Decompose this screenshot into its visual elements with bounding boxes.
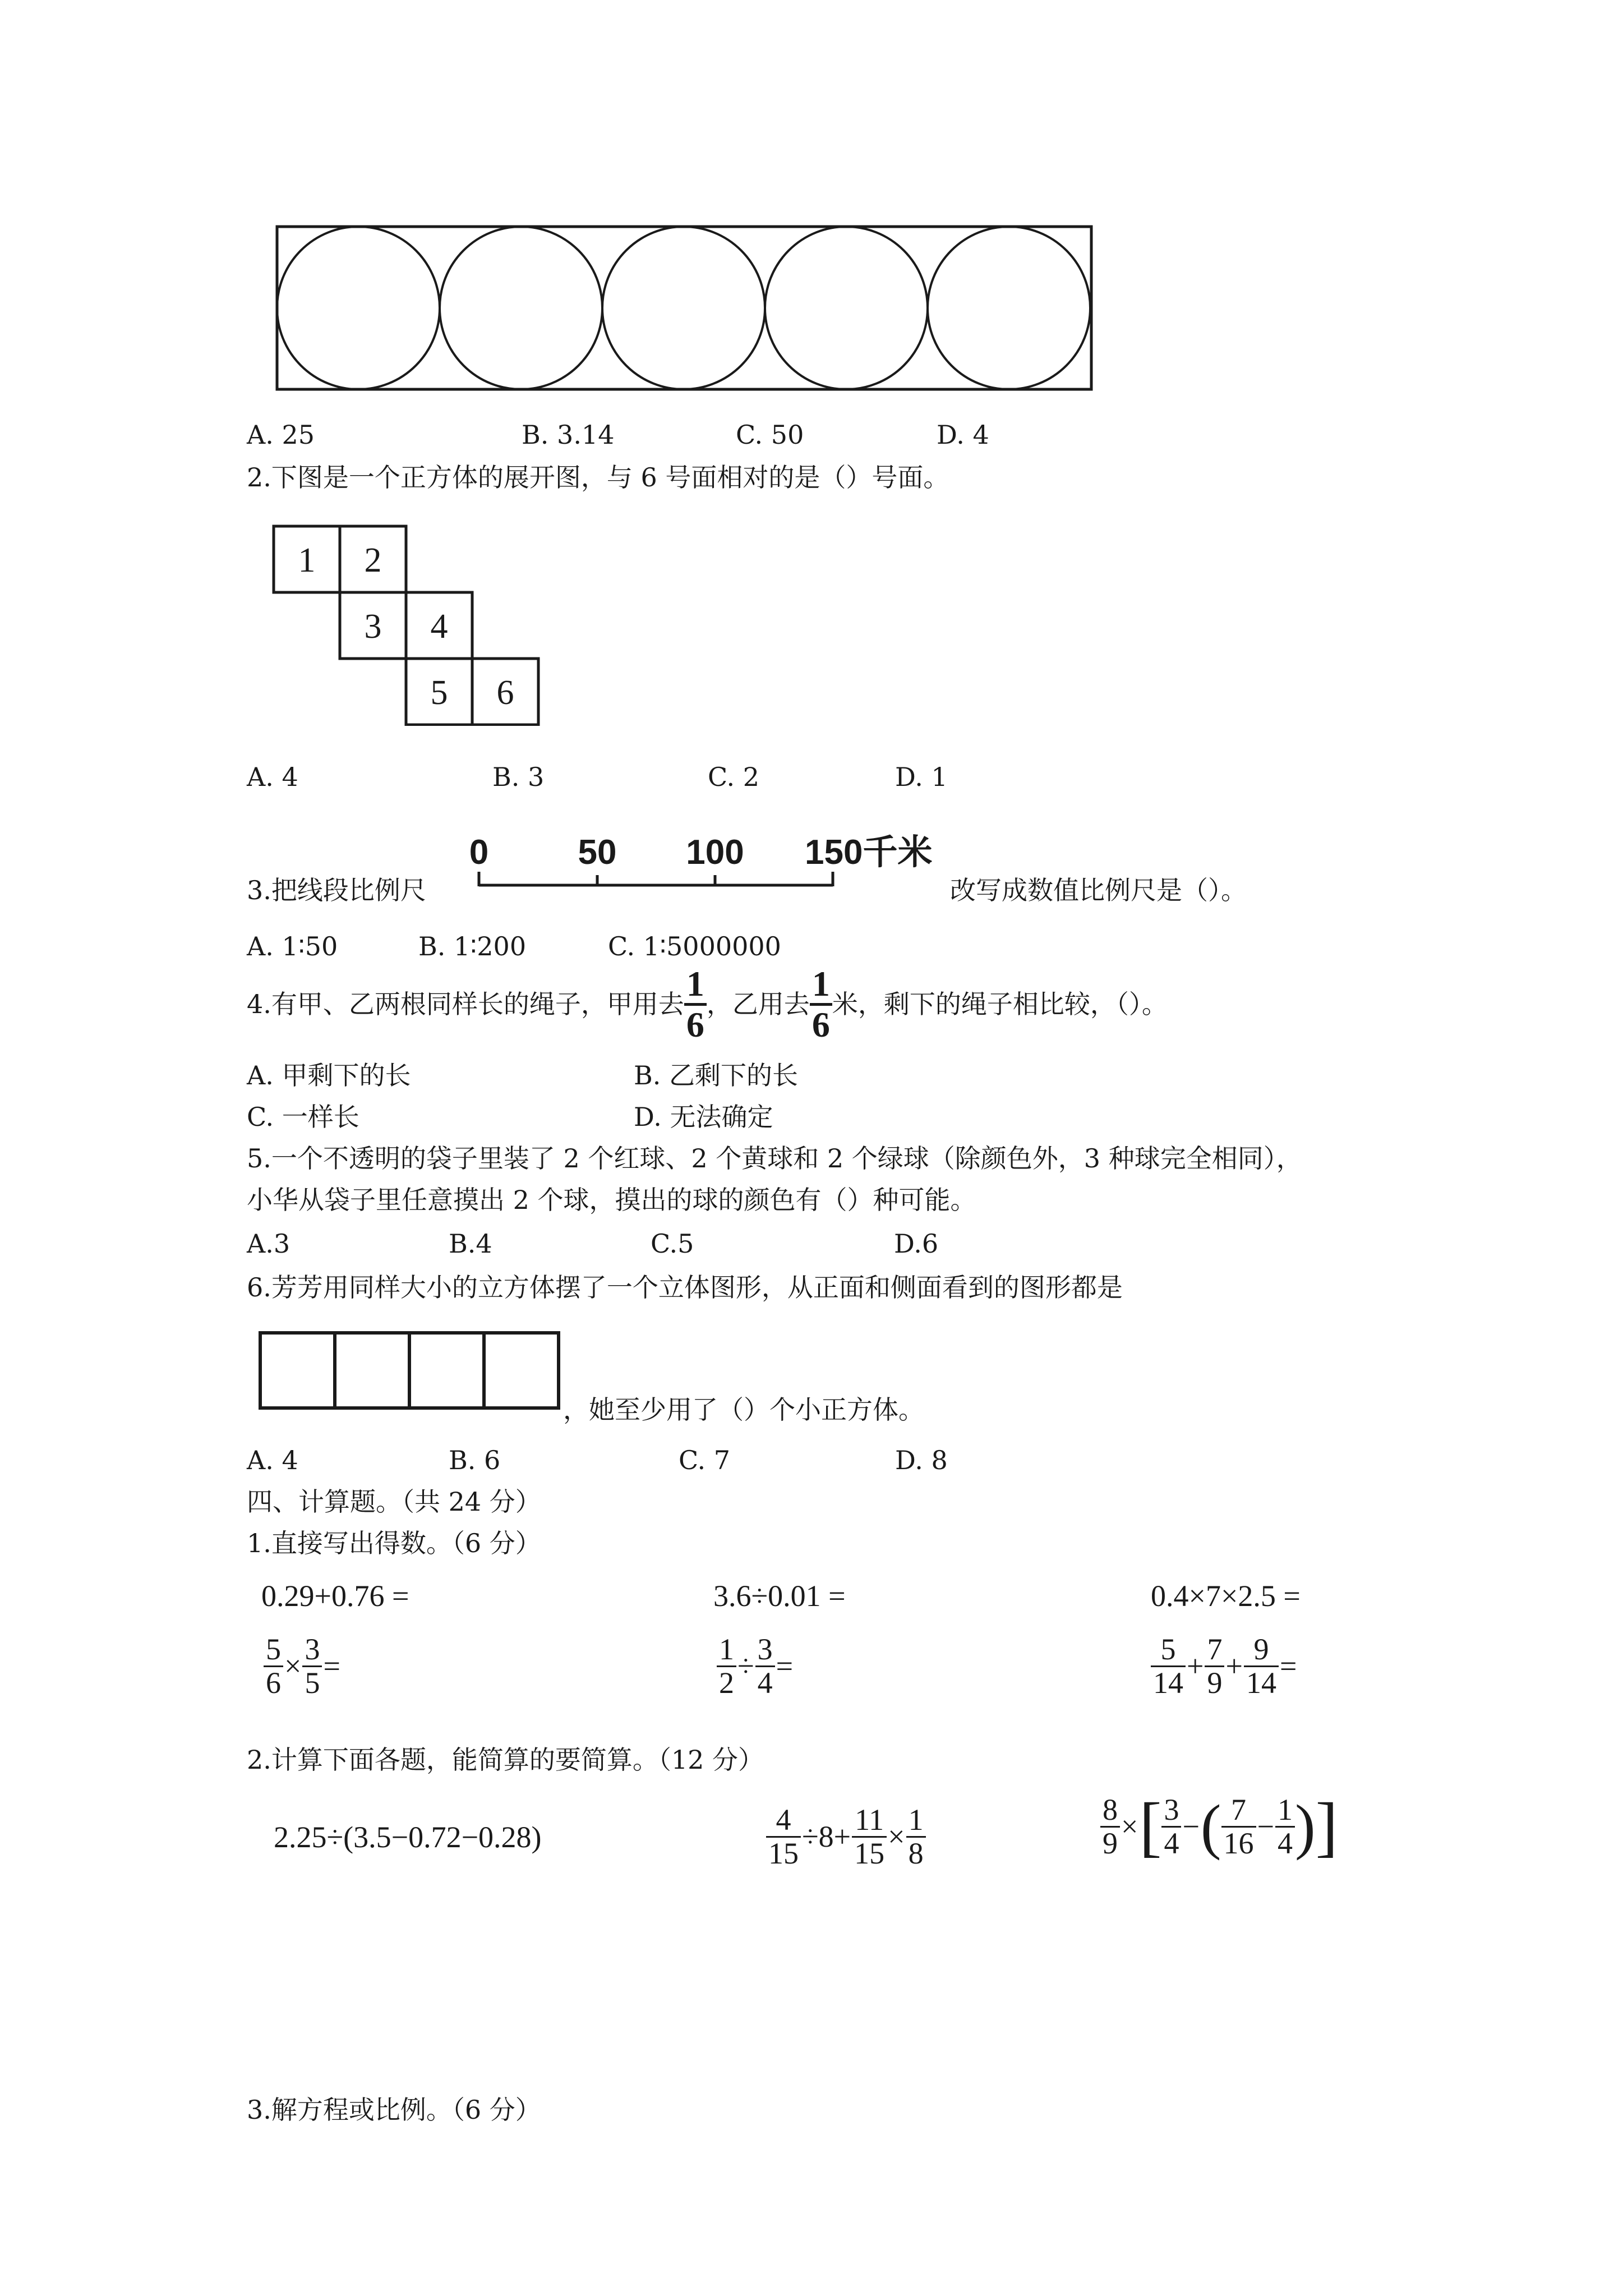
c32-b-num: 11	[855, 1803, 884, 1837]
c33-c-den: 16	[1221, 1826, 1256, 1860]
q4-fraction-1	[684, 965, 707, 1043]
c23-a-den: 14	[1151, 1665, 1186, 1699]
q4-option-a[interactable]: A. 甲剩下的长	[247, 1060, 411, 1091]
calc-1-3: 0.4×7×2.5 =	[1151, 1579, 1301, 1613]
q4-frac1-den: 6	[684, 1003, 707, 1043]
q3-option-a[interactable]: A. 1∶50	[247, 931, 338, 961]
calc-1-1: 0.29+0.76 =	[261, 1579, 409, 1613]
q4-text-a: 4.有甲、乙两根同样长的绳子，甲用去	[247, 989, 684, 1019]
c22-eq: =	[776, 1649, 794, 1683]
c23-c-num: 9	[1253, 1632, 1269, 1666]
c21-op: ×	[284, 1649, 302, 1683]
q4-frac2-den: 6	[810, 1003, 832, 1043]
c33-c-num: 7	[1231, 1792, 1247, 1826]
q4-fraction-2	[810, 965, 832, 1043]
part2-title: 2.计算下面各题，能简算的要简算。（12 分）	[247, 1745, 764, 1775]
q6-question-line1: 6.芳芳用同样大小的立方体摆了一个立体图形，从正面和侧面看到的图形都是	[247, 1272, 1123, 1303]
c23-op1: +	[1187, 1649, 1204, 1683]
q6-option-d[interactable]: D. 8	[895, 1445, 948, 1475]
q2-question: 2.下图是一个正方体的展开图，与 6 号面相对的是（）号面。	[247, 462, 949, 493]
q5-option-b[interactable]: B.4	[449, 1228, 492, 1259]
c23-eq: =	[1279, 1649, 1297, 1683]
net-face-2: 2	[364, 541, 382, 579]
q4-text-b: ，乙用去	[706, 989, 810, 1019]
c33-b-den: 4	[1161, 1826, 1181, 1860]
net-face-3: 3	[364, 608, 382, 646]
line-scale-figure	[460, 825, 965, 909]
q4-option-c[interactable]: C. 一样长	[247, 1102, 359, 1132]
q4-option-d[interactable]: D. 无法确定	[634, 1102, 773, 1132]
c23-a-num: 5	[1160, 1632, 1176, 1666]
c32-a-den: 15	[766, 1836, 801, 1870]
c33-d-num: 1	[1278, 1792, 1293, 1826]
c33-left-bracket: [	[1139, 1789, 1162, 1864]
c33-right-paren: )	[1295, 1792, 1316, 1861]
c33-op2: −	[1182, 1810, 1200, 1843]
section4-title: 四、计算题。（共 24 分）	[247, 1487, 541, 1517]
c32-a-num: 4	[776, 1803, 791, 1837]
calc-3-2	[766, 1804, 926, 1869]
five-circles-figure	[275, 224, 1094, 393]
four-squares-figure	[258, 1331, 561, 1410]
calc-3-1: 2.25÷(3.5−0.72−0.28)	[274, 1820, 542, 1854]
c21-eq: =	[323, 1649, 340, 1683]
c22-op: ÷	[737, 1649, 754, 1683]
part3-title: 3.解方程或比例。（6 分）	[247, 2095, 541, 2125]
q1-option-a[interactable]: A. 25	[247, 420, 315, 450]
q3-option-b[interactable]: B. 1∶200	[418, 931, 527, 961]
q3-question-end: 改写成数值比例尺是（）。	[950, 875, 1247, 905]
q4-frac2-num: 1	[811, 964, 830, 1004]
c33-right-bracket: ]	[1315, 1789, 1338, 1864]
q6-question-line2: ，她至少用了（）个小正方体。	[563, 1395, 924, 1425]
q1-option-d[interactable]: D. 4	[937, 420, 989, 450]
cube-net-figure	[271, 524, 541, 726]
q6-option-a[interactable]: A. 4	[247, 1445, 298, 1475]
c21-b-num: 3	[305, 1632, 320, 1666]
c33-b-num: 3	[1164, 1792, 1179, 1826]
c32-b-den: 15	[852, 1836, 887, 1870]
q6-option-b[interactable]: B. 6	[449, 1445, 501, 1475]
calc-1-2: 3.6÷0.01 =	[713, 1579, 846, 1613]
c32-op2: ×	[888, 1820, 905, 1854]
q3-question-start: 3.把线段比例尺	[247, 875, 426, 905]
part1-title: 1.直接写出得数。（6 分）	[247, 1528, 541, 1558]
c33-a-num: 8	[1103, 1792, 1118, 1826]
calc-2-2	[717, 1634, 794, 1699]
q2-option-d[interactable]: D. 1	[895, 762, 948, 792]
net-face-5: 5	[430, 674, 448, 712]
q5-question-line1: 5.一个不透明的袋子里装了 2 个红球、2 个黄球和 2 个绿球（除颜色外，3 种球完全相同），	[247, 1143, 1302, 1174]
q5-option-a[interactable]: A.3	[247, 1228, 291, 1259]
c32-c-den: 8	[906, 1836, 926, 1870]
q4-question	[247, 965, 1168, 1043]
scale-label-0: 0	[469, 833, 489, 872]
c33-left-paren: (	[1200, 1792, 1221, 1861]
q2-option-b[interactable]: B. 3	[492, 762, 545, 792]
c22-a-num: 1	[719, 1632, 734, 1666]
scale-label-150: 150千米	[805, 833, 933, 872]
c21-b-den: 5	[302, 1665, 322, 1699]
c22-a-den: 2	[717, 1665, 736, 1699]
c23-b-den: 9	[1205, 1665, 1224, 1699]
q5-option-c[interactable]: C.5	[651, 1228, 694, 1259]
calc-3-3	[1100, 1789, 1338, 1864]
c32-c-num: 1	[908, 1803, 924, 1837]
net-face-1: 1	[298, 541, 316, 579]
c33-op3: −	[1257, 1810, 1275, 1843]
q1-option-b[interactable]: B. 3.14	[522, 420, 615, 450]
c22-b-den: 4	[755, 1665, 775, 1699]
q2-option-c[interactable]: C. 2	[708, 762, 760, 792]
c23-op2: +	[1225, 1649, 1243, 1683]
q5-question-line2: 小华从袋子里任意摸出 2 个球，摸出的球的颜色有（）种可能。	[247, 1185, 976, 1215]
c33-op1: ×	[1121, 1810, 1138, 1843]
q4-text-c: 米，剩下的绳子相比较，（）。	[832, 989, 1168, 1019]
net-face-4: 4	[430, 608, 448, 646]
c32-op1: ÷8+	[802, 1820, 851, 1854]
scale-label-50: 50	[578, 833, 617, 872]
c33-a-den: 9	[1100, 1826, 1120, 1860]
q2-option-a[interactable]: A. 4	[247, 762, 298, 792]
c23-b-num: 7	[1207, 1632, 1223, 1666]
q3-option-c[interactable]: C. 1∶5000000	[608, 931, 781, 961]
net-face-6: 6	[496, 674, 514, 712]
scale-label-100: 100	[686, 833, 744, 872]
c21-a-den: 6	[264, 1665, 283, 1699]
q6-option-c[interactable]: C. 7	[679, 1445, 731, 1475]
calc-2-3	[1151, 1634, 1298, 1699]
q4-option-b[interactable]: B. 乙剩下的长	[634, 1060, 799, 1091]
q5-option-d[interactable]: D.6	[894, 1228, 939, 1259]
q1-option-c[interactable]: C. 50	[736, 420, 804, 450]
calc-2-1	[264, 1634, 342, 1699]
q4-frac1-num: 1	[686, 964, 704, 1004]
c22-b-num: 3	[757, 1632, 773, 1666]
c23-c-den: 14	[1244, 1665, 1279, 1699]
c33-d-den: 4	[1275, 1826, 1295, 1860]
c21-a-num: 5	[266, 1632, 281, 1666]
